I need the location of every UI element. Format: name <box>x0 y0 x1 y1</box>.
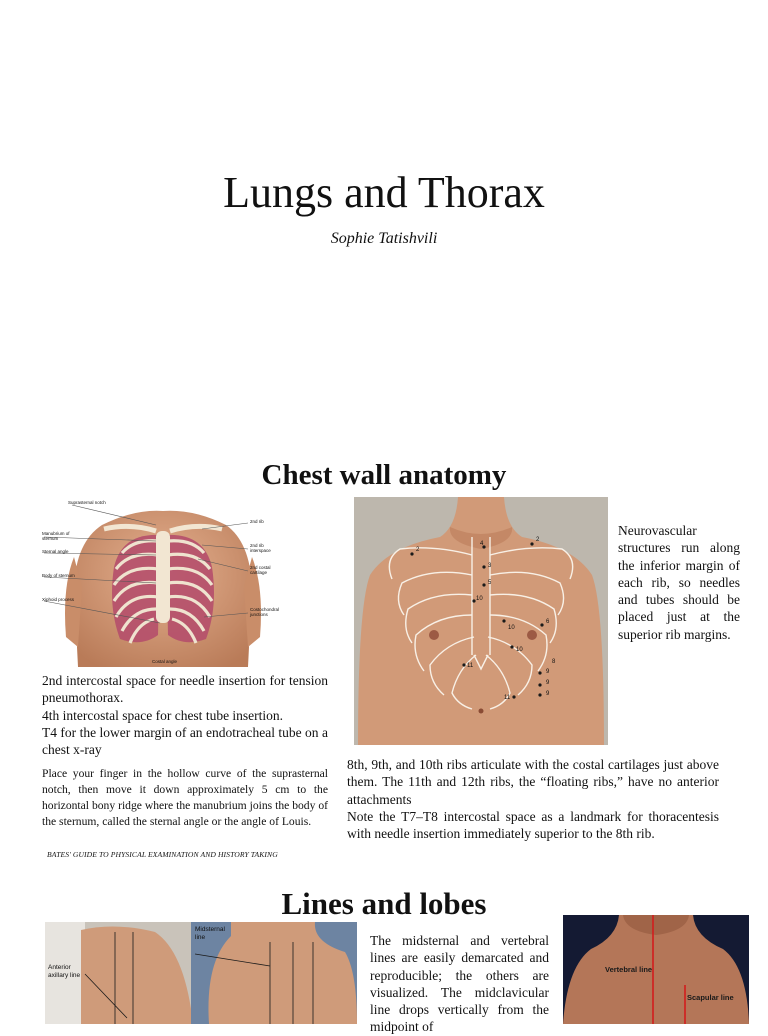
neurovascular-note: Neurovascular structures run along the inferior margin of each rib, so needles and tubes should be placed just at the superior rib margins. <box>618 523 740 642</box>
rib-num-10-b: 10 <box>508 625 515 631</box>
source-citation: BATES' GUIDE TO PHYSICAL EXAMINATION AND HISTORY TAKING <box>47 850 278 859</box>
rib-num-10-a: 10 <box>476 596 483 602</box>
section-heading-chest-wall: Chest wall anatomy <box>261 459 507 491</box>
rib-num-2-right: 2 <box>536 537 540 543</box>
note-t4: T4 for the lower margin of an endotracheal tube on a chest x-ray <box>42 724 328 758</box>
note-floating-ribs: 8th, 9th, and 10th ribs articulate with the costal cartilages just above them. The 11th and 12th ribs, the “floating ribs,” have no anterior attachments <box>347 757 719 807</box>
label-sternal-angle: Sternal angle <box>42 549 69 554</box>
sternal-angle-note: Place your finger in the hollow curve of the suprasternal notch, then move it down approximately 5 cm to the horizontal bony ridge where the manubrium joins the body of the sternum, called the sternal angle or the angle of Louis. <box>42 767 328 828</box>
label-manubrium: Manubrium of sternum <box>42 531 70 541</box>
label-costal-angle: Costal angle <box>152 659 178 664</box>
label-2nd-interspace: 2nd rib interspace <box>250 543 271 553</box>
label-suprasternal-notch: Suprasternal notch <box>68 500 106 505</box>
label-2nd-rib: 2nd rib <box>250 519 264 524</box>
note-2nd-intercostal: 2nd intercostal space for needle insertion for tension pneumothorax. <box>42 673 328 706</box>
intercostal-notes <box>42 672 328 758</box>
label-anterior-axillary: Anterior axillary line <box>48 964 81 979</box>
note-4th-intercostal: 4th intercostal space for chest tube insertion. <box>42 707 284 723</box>
rib-num-9-a: 9 <box>546 669 550 675</box>
lines-description: The midsternal and vertebral lines are easily demarcated and reproducible; the others are visualized. The midclavicular line drops vertically from the midpoint of <box>370 933 549 1035</box>
rib-num-3: 3 <box>488 563 492 569</box>
rib-num-9-b: 9 <box>546 680 550 686</box>
note-thoracentesis: Note the T7–T8 intercostal space as a landmark for thoracentesis with needle insertion immediately superior to the 8th rib. <box>347 808 719 842</box>
label-xiphoid: Xiphoid process <box>42 597 75 602</box>
rib-num-8: 8 <box>552 659 556 665</box>
rib-num-4: 4 <box>480 541 484 547</box>
label-scapular-line: Scapular line <box>687 993 734 1002</box>
section-heading-lines-lobes: Lines and lobes <box>281 886 487 921</box>
rib-num-10-c: 10 <box>516 647 523 653</box>
rib-cage-illustration <box>42 497 285 667</box>
rib-num-5: 5 <box>488 580 492 586</box>
rib-num-6: 6 <box>546 619 550 625</box>
label-midsternal: Midsternal line <box>195 926 225 941</box>
chest-rib-photo <box>354 497 608 745</box>
ribs-articulation-notes <box>347 756 719 842</box>
back-lines-photo <box>563 915 749 1024</box>
label-costal-cartilage: 2nd costal cartilage <box>250 565 271 575</box>
author-name: Sophie Tatishvili <box>330 230 438 247</box>
label-vertebral-line: Vertebral line <box>605 965 653 974</box>
rib-num-2-left: 2 <box>416 547 420 553</box>
rib-num-11-a: 11 <box>467 663 474 669</box>
label-body-of-sternum: Body of sternum <box>42 573 75 578</box>
document-title: Lungs and Thorax <box>223 168 545 217</box>
rib-num-9-c: 9 <box>546 691 550 697</box>
rib-num-11-b: 11 <box>504 695 511 701</box>
chest-lines-photo <box>45 922 357 1024</box>
label-costochondral: Costochondral junctions <box>250 607 280 617</box>
